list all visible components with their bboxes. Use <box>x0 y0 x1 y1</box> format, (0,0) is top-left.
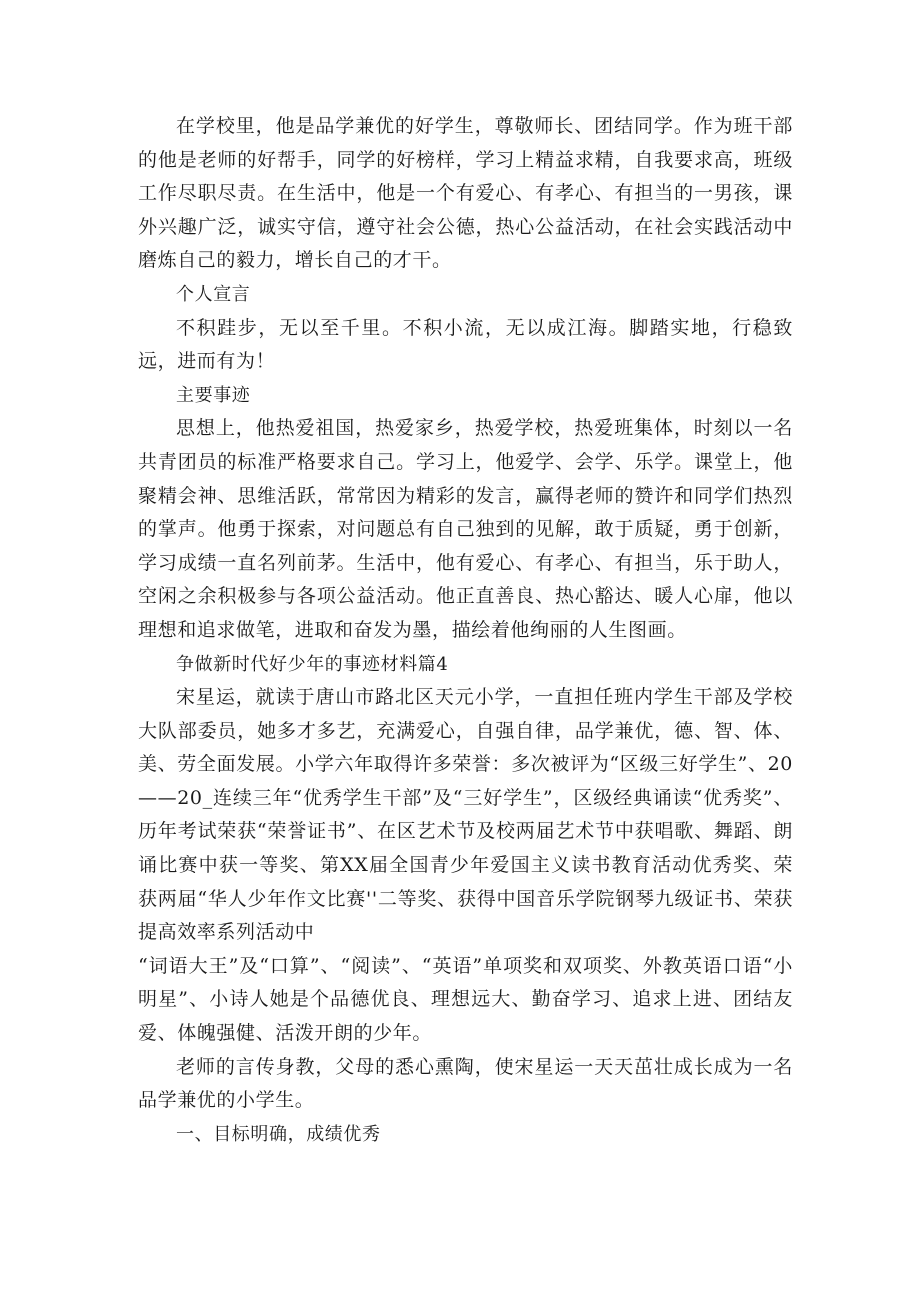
paragraph-teacher-parents: 老师的言传身教，父母的悉心熏陶，使宋星运一天天茁壮成长成为一名品学兼优的小学生。 <box>138 1055 793 1112</box>
paragraph-song-xingyun-honors: 宋星运，就读于唐山市路北区天元小学，一直担任班内学生干部及学校大队部委员，她多才多艺，充满爱心，自强自律，品学兼优，德、智、体、美、劳全面发展。小学六年取得许多荣誉：多次被评为“区级三好学生”、20——20_连续三年“优秀学生干部”及“三好学生”，区级经典诵读“优秀奖”、历年考试荣获“荣誉证书”、在区艺术节及校两届艺术节中获唱歌、舞蹈、朗诵比赛中获一等奖、第XX届全国青少年爱国主义读书教育活动优秀奖、荣获两届“华人少年作文比赛''二等奖、获得中国音乐学院钢琴九级证书、荣获提高效率系列活动中 <box>138 686 793 944</box>
heading-part-4: 争做新时代好少年的事迹材料篇4 <box>176 653 449 675</box>
heading-personal-declaration: 个人宣言 <box>176 283 251 305</box>
paragraph-declaration: 不积跬步，无以至千里。不积小流，无以成江海。脚踏实地，行稳致远，进而有为！ <box>138 316 793 373</box>
document-body <box>138 110 793 1151</box>
paragraph-awards-continued: “词语大王”及“口算”、“阅读”、“英语”单项奖和双项奖、外教英语口语“小明星”、小诗人她是个品德优良、理想远大、勤奋学习、追求上进、团结友爱、体魄强健、活泼开朗的少年。 <box>138 954 793 1045</box>
paragraph-main-deeds: 思想上，他热爱祖国，热爱家乡，热爱学校，热爱班集体，时刻以一名共青团员的标准严格要求自己。学习上，他爱学、会学、乐学。课堂上，他聚精会神、思维活跃，常常因为精彩的发言，赢得老师的赞许和同学们热烈的掌声。他勇于探索，对问题总有自己独到的见解，敢于质疑，勇于创新，学习成绩一直名列前茅。生活中，他有爱心、有孝心、有担当，乐于助人，空闲之余积极参与各项公益活动。他正直善良、热心豁达、暖人心扉，他以理想和追求做笔，进取和奋发为墨，描绘着他绚丽的人生图画。 <box>138 417 793 641</box>
heading-goal-clear: 一、目标明确，成绩优秀 <box>176 1123 381 1145</box>
heading-main-deeds: 主要事迹 <box>176 384 251 406</box>
paragraph-school-performance: 在学校里，他是品学兼优的好学生，尊敬师长、团结同学。作为班干部的他是老师的好帮手，同学的好榜样，学习上精益求精，自我要求高，班级工作尽职尽责。在生活中，他是一个有爱心、有孝心、有担当的一男孩，课外兴趣广泛，诚实守信，遵守社会公德，热心公益活动，在社会实践活动中磨炼自己的毅力，增长自己的才干。 <box>138 115 793 272</box>
